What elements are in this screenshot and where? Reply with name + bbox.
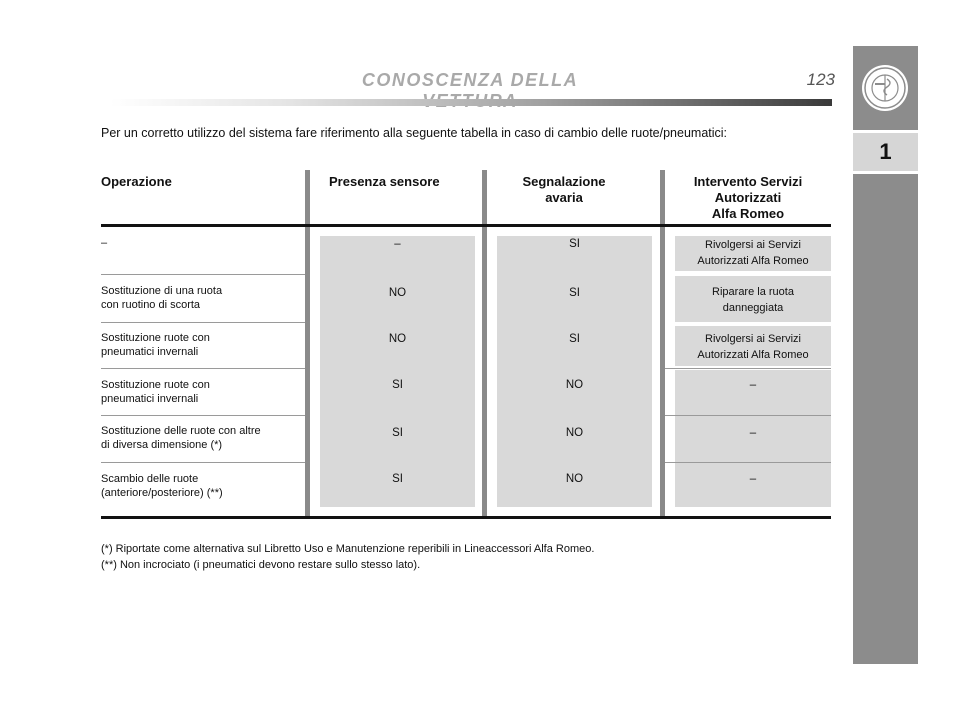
row2-intervento-line1: Riparare la ruota bbox=[712, 286, 794, 298]
row6-operazione-line2: (anteriore/posteriore) (**) bbox=[101, 487, 223, 499]
row4-segnalazione: NO bbox=[565, 379, 584, 391]
row2-intervento-line2: danneggiata bbox=[722, 302, 784, 314]
row6-operazione bbox=[101, 472, 301, 500]
row2-operazione-line1: Sostituzione di una ruota bbox=[101, 285, 223, 297]
row3-intervento-line2: Autorizzati Alfa Romeo bbox=[697, 349, 809, 361]
row2-presenza: NO bbox=[388, 287, 407, 299]
row5-intervento: – bbox=[749, 427, 757, 439]
row1-intervento-line1: Rivolgersi ai Servizi bbox=[705, 239, 801, 251]
row4-presenza: SI bbox=[392, 379, 403, 391]
row2-operazione-line2: con ruotino di scorta bbox=[101, 299, 201, 311]
row1-operazione bbox=[101, 236, 301, 250]
row6-intervento: – bbox=[749, 473, 757, 485]
row3-operazione-line2: pneumatici invernali bbox=[101, 346, 199, 358]
row1-intervento bbox=[675, 237, 831, 269]
header-rule bbox=[101, 224, 831, 227]
row4-intervento: – bbox=[749, 379, 757, 391]
sidebar-tab-bottom bbox=[853, 174, 918, 664]
row-divider bbox=[101, 322, 305, 323]
header-intervento-line2: Autorizzati bbox=[714, 190, 782, 205]
presenza-column-shade bbox=[320, 236, 475, 507]
row2-intervento bbox=[675, 284, 831, 316]
row5-operazione-line2: di diversa dimensione (*) bbox=[101, 439, 223, 451]
column-separator bbox=[305, 170, 310, 516]
row6-segnalazione: NO bbox=[565, 473, 584, 485]
row-divider bbox=[101, 415, 305, 416]
row-divider bbox=[101, 274, 305, 275]
header-intervento-line1: Intervento Servizi bbox=[693, 174, 803, 189]
row5-presenza: SI bbox=[392, 427, 403, 439]
row1-operazione-line1: – bbox=[101, 237, 108, 249]
row3-segnalazione: SI bbox=[569, 333, 580, 345]
row5-operazione-line1: Sostituzione delle ruote con altre bbox=[101, 425, 261, 437]
alfa-romeo-logo-icon bbox=[860, 63, 910, 113]
row3-intervento-line1: Rivolgersi ai Servizi bbox=[705, 333, 801, 345]
row6-operazione-line1: Scambio delle ruote bbox=[101, 473, 199, 485]
header-presenza-sensore: Presenza sensore bbox=[329, 174, 440, 189]
row-divider bbox=[665, 415, 831, 416]
row2-segnalazione: SI bbox=[569, 287, 580, 299]
table-bottom-rule bbox=[101, 516, 831, 519]
row-divider bbox=[101, 462, 305, 463]
wheel-change-table bbox=[101, 170, 831, 522]
column-separator bbox=[482, 170, 487, 516]
chapter-number-tab: 1 bbox=[853, 133, 918, 171]
header-intervento-line3: Alfa Romeo bbox=[711, 206, 785, 221]
row3-presenza: NO bbox=[388, 333, 407, 345]
page-number: 123 bbox=[806, 70, 835, 89]
row4-operazione-line1: Sostituzione ruote con bbox=[101, 379, 210, 391]
intro-text: Per un corretto utilizzo del sistema fare riferimento alla seguente tabella in caso di cambio delle ruote/pneumatici: bbox=[101, 126, 728, 140]
footnote-1: (*) Riportate come alternativa sul Libretto Uso e Manutenzione reperibili in Lineaccessori Alfa Romeo. bbox=[101, 543, 595, 555]
header-divider bbox=[110, 99, 832, 106]
header-intervento bbox=[671, 174, 825, 222]
header-segnalazione-line1: Segnalazione bbox=[522, 174, 606, 189]
row5-operazione bbox=[101, 424, 301, 452]
row3-operazione-line1: Sostituzione ruote con bbox=[101, 332, 210, 344]
header-operazione: Operazione bbox=[101, 174, 172, 189]
row-divider bbox=[665, 462, 831, 463]
row4-operazione-line2: pneumatici invernali bbox=[101, 393, 199, 405]
row1-presenza: – bbox=[394, 238, 401, 250]
footnote-2: (**) Non incrociato (i pneumatici devono restare sullo stesso lato). bbox=[101, 559, 421, 571]
row5-segnalazione: NO bbox=[565, 427, 584, 439]
header-segnalazione bbox=[501, 174, 627, 206]
row-divider bbox=[101, 368, 305, 369]
row-divider bbox=[665, 368, 831, 369]
row4-operazione bbox=[101, 378, 301, 406]
row3-intervento bbox=[675, 331, 831, 363]
column-separator bbox=[660, 170, 665, 516]
row1-segnalazione: SI bbox=[569, 238, 580, 250]
section-title: CONOSCENZA DELLA bbox=[361, 70, 579, 90]
row3-operazione bbox=[101, 331, 301, 359]
segnalazione-column-shade bbox=[497, 236, 652, 507]
row6-presenza: SI bbox=[392, 473, 403, 485]
header-segnalazione-line2: avaria bbox=[545, 190, 583, 205]
row2-operazione bbox=[101, 284, 301, 312]
row1-intervento-line2: Autorizzati Alfa Romeo bbox=[697, 255, 809, 267]
